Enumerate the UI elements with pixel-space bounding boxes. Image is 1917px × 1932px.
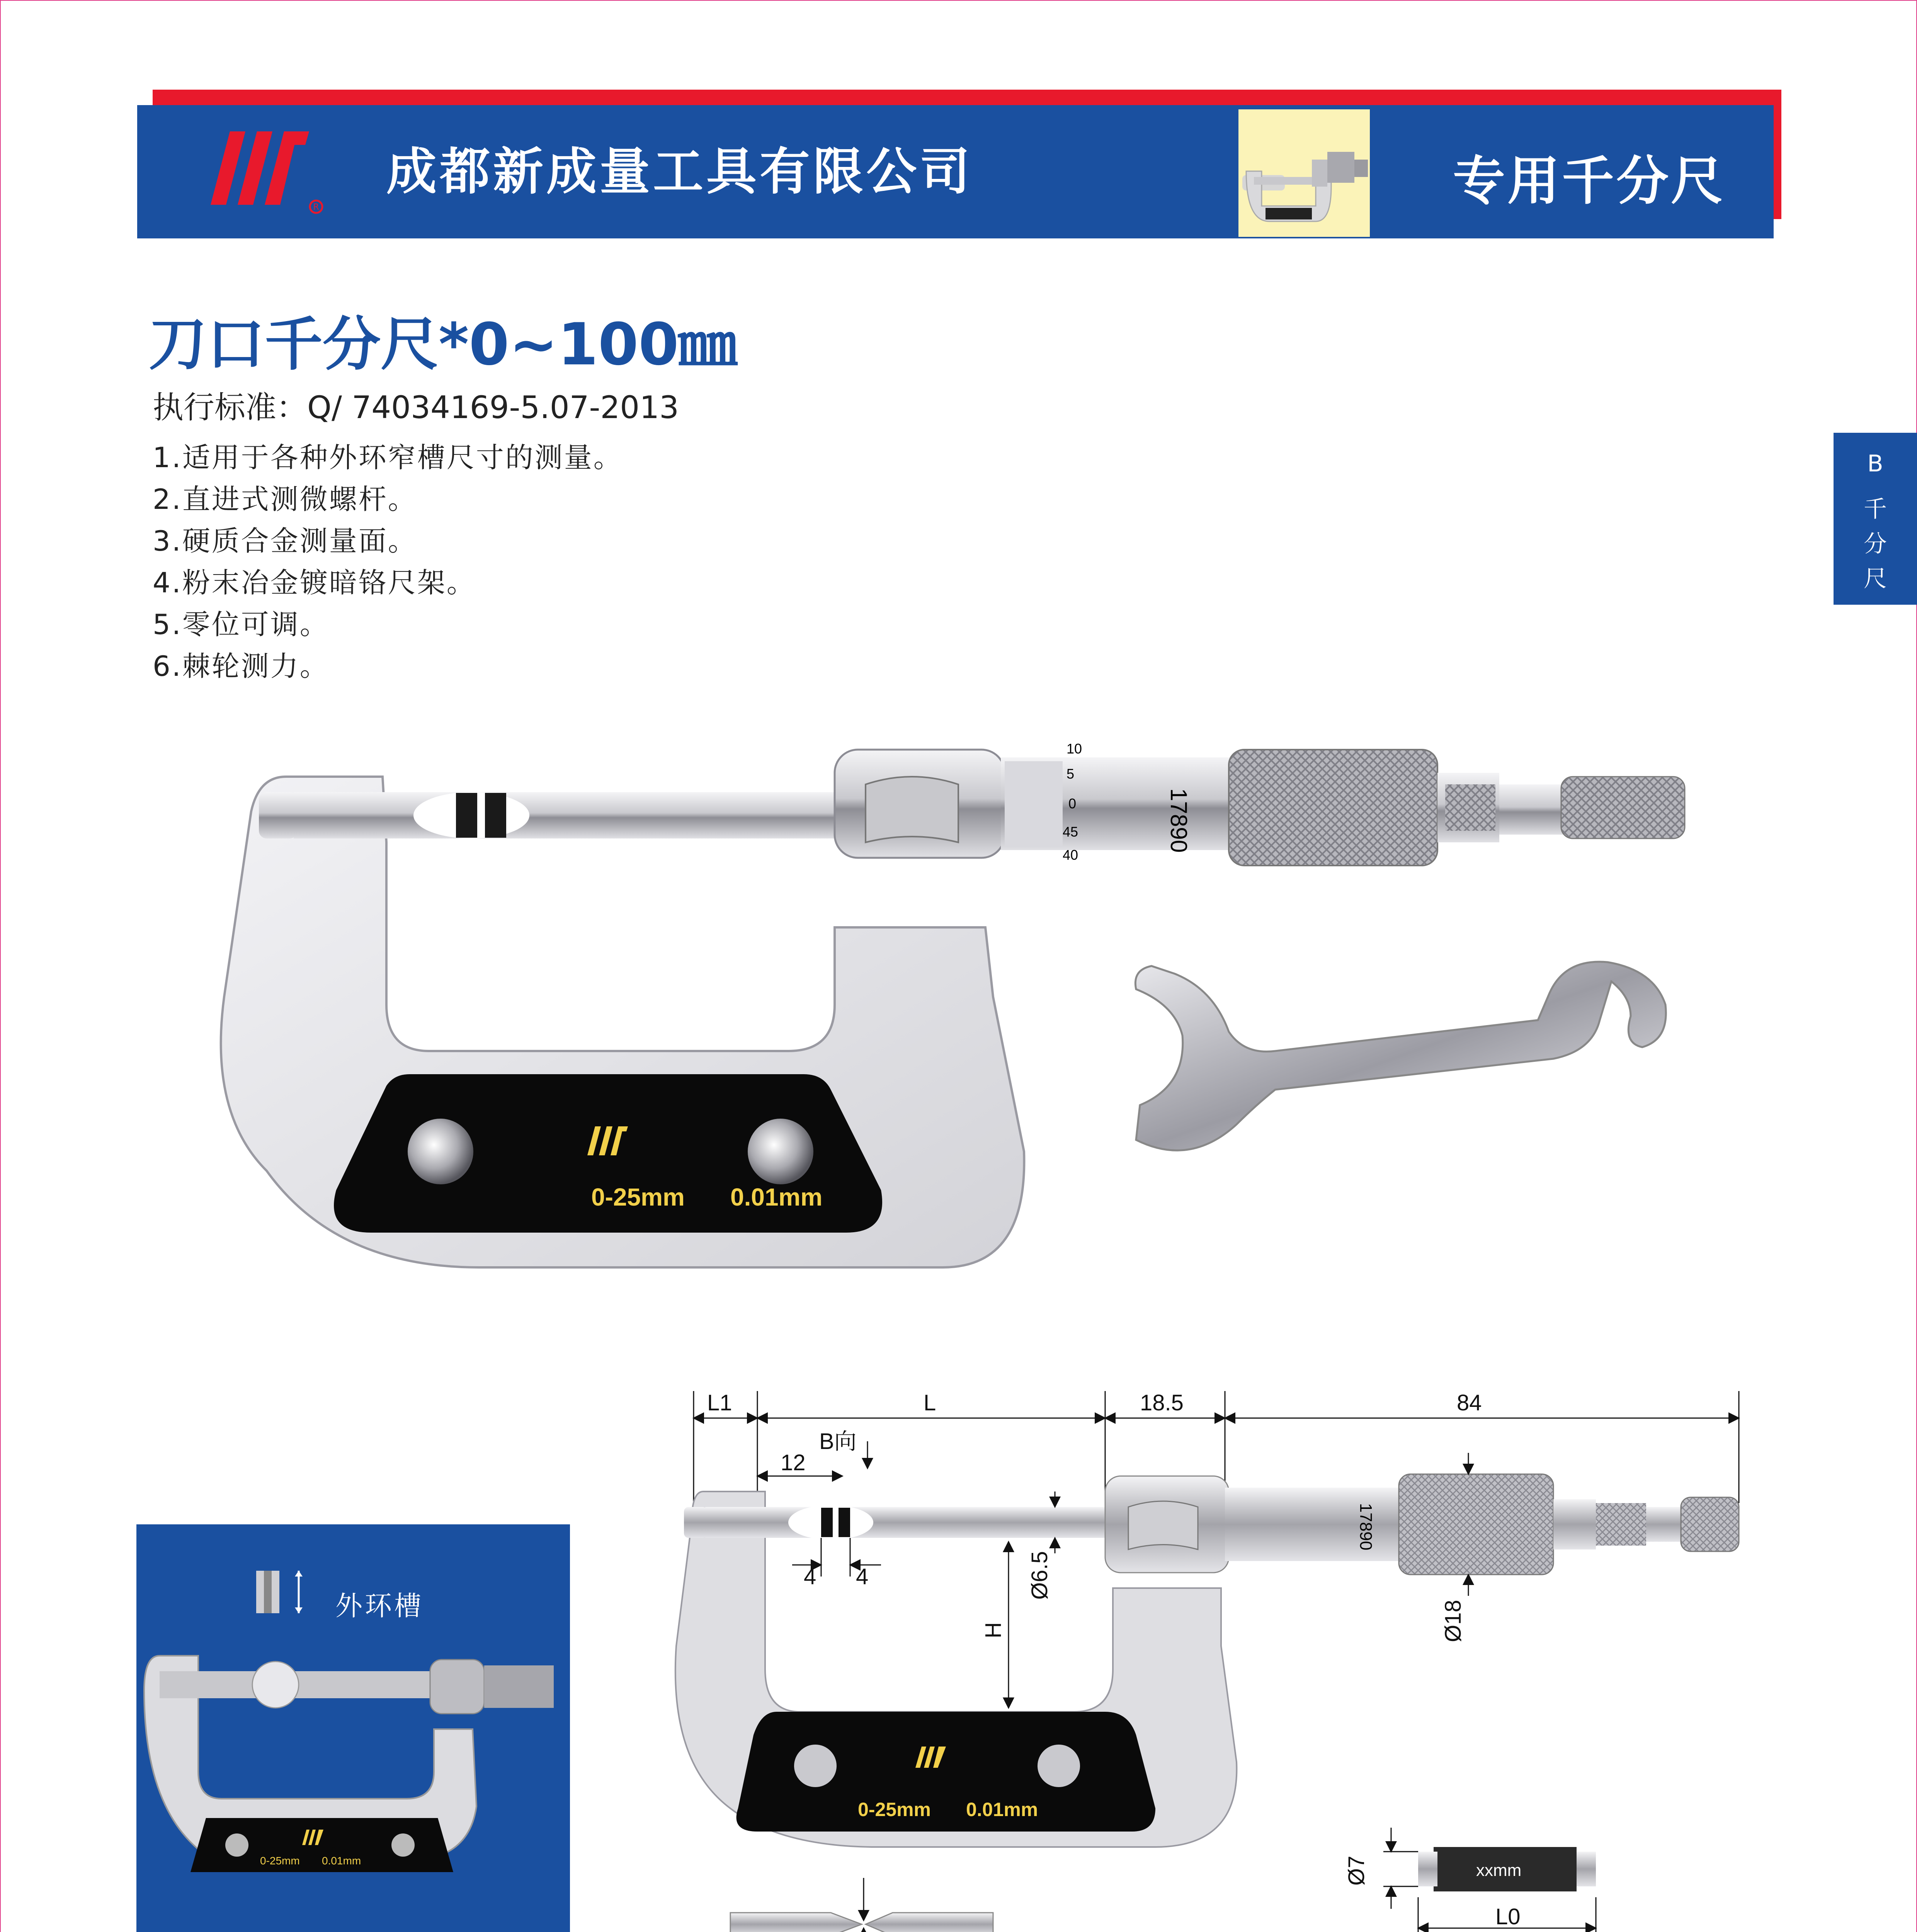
header-thumbnail: [1238, 109, 1370, 237]
dim-h: H: [981, 1622, 1006, 1638]
dim-12: 12: [781, 1450, 806, 1475]
inset-plate-range: 0-25mm: [260, 1855, 300, 1867]
dim-l0: L0: [1495, 1904, 1521, 1929]
outer-groove-inset: [136, 1524, 570, 1932]
dim-4-left: 4: [804, 1564, 816, 1589]
execution-standard: 执行标准：Q/ 74034169-5.07-2013: [153, 389, 679, 425]
dim-d6-5: Ø6.5: [1027, 1551, 1052, 1600]
company-logo-icon: [209, 128, 325, 216]
side-tab-char: 尺: [1864, 565, 1887, 592]
plate-range: 0-25mm: [591, 1183, 685, 1211]
svg-text:45: 45: [1063, 824, 1078, 840]
dim-d18: Ø18: [1441, 1600, 1466, 1642]
sleeve-numbers: 17890: [1166, 788, 1192, 853]
adjusting-wrench-image: [1128, 958, 1677, 1175]
svg-text:R: R: [313, 202, 319, 212]
feature-item: 2.直进式测微螺杆。: [153, 483, 417, 515]
dimension-diagram: [653, 1376, 1766, 1932]
product-title: 刀口千分尺*0~100㎜: [149, 311, 737, 378]
feature-item: 5.零位可调。: [153, 608, 329, 641]
micrometer-thumbnail-icon: [1238, 109, 1370, 237]
dim-l1: L1: [707, 1390, 732, 1415]
diagram-plate-range: 0-25mm: [858, 1799, 931, 1820]
svg-text:5: 5: [1067, 766, 1075, 782]
svg-text:0: 0: [1068, 796, 1077, 811]
diagram-sleeve-numbers: 17890: [1356, 1503, 1375, 1551]
side-tab-char: 分: [1864, 531, 1887, 558]
side-section-tab: [1834, 433, 1917, 605]
svg-text:40: 40: [1063, 847, 1078, 863]
company-name: 成都新成量工具有限公司: [386, 142, 973, 201]
dim-84: 84: [1457, 1390, 1482, 1415]
dim-l: L: [924, 1390, 936, 1415]
feature-item: 1.适用于各种外环窄槽尺寸的测量。: [153, 441, 623, 474]
outer-groove-icon: [252, 1563, 322, 1621]
dim-d7: Ø7: [1344, 1855, 1369, 1886]
svg-text:10: 10: [1067, 741, 1082, 757]
feature-list: [153, 437, 623, 687]
side-tab-char: 千: [1864, 496, 1887, 523]
diagram-plate-resolution: 0.01mm: [966, 1799, 1038, 1820]
b-direction-label: B向: [819, 1429, 857, 1454]
inset-label: 外环槽: [335, 1590, 424, 1622]
dim-4-right: 4: [856, 1564, 869, 1589]
dim-18-5: 18.5: [1140, 1390, 1184, 1415]
gauge-label: xxmm: [1476, 1861, 1522, 1880]
product-category: 专用千分尺: [1453, 151, 1725, 211]
inset-plate-resolution: 0.01mm: [322, 1855, 361, 1867]
plate-resolution: 0.01mm: [730, 1183, 823, 1211]
feature-item: 3.硬质合金测量面。: [153, 525, 417, 557]
side-tab-letter: B: [1867, 450, 1883, 477]
feature-item: 6.棘轮测力。: [153, 650, 329, 682]
feature-item: 4.粉末冶金镀暗铬尺架。: [153, 566, 476, 599]
